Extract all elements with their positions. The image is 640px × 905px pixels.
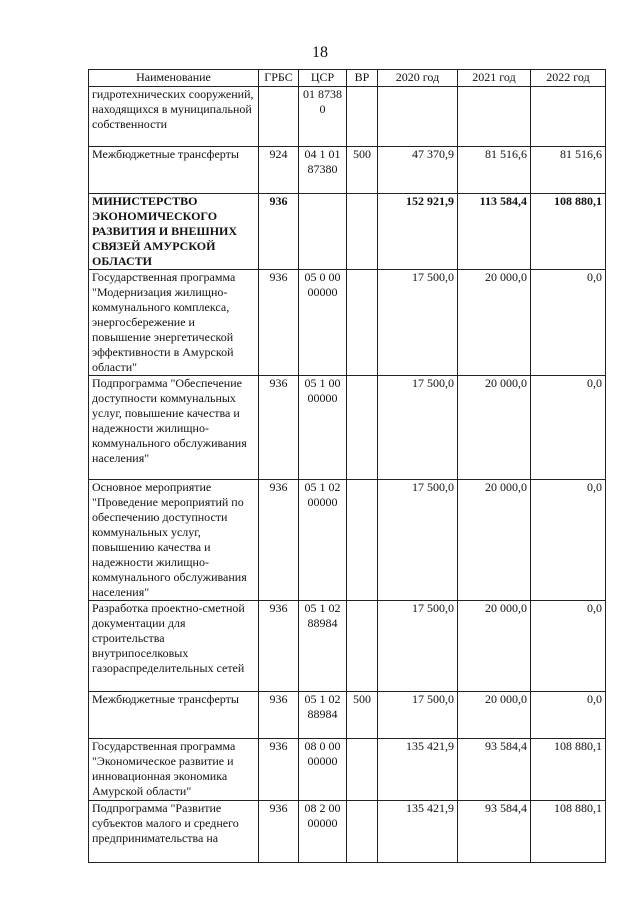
row-csr: 05 1 02 00000 <box>299 480 347 601</box>
row-2021 <box>458 87 531 147</box>
row-2020: 17 500,0 <box>378 376 458 480</box>
row-csr: 05 1 00 00000 <box>299 376 347 480</box>
table-row <box>89 194 606 270</box>
row-2020: 135 421,9 <box>378 801 458 863</box>
row-name: гидротехнических сооружений, находящихся в муниципальной собственности <box>89 87 259 147</box>
row-name: Разработка проектно-сметной документации для строительства внутрипоселковых газораспределительных сетей <box>89 601 259 692</box>
row-vr <box>347 194 378 270</box>
row-name: Подпрограмма "Развитие субъектов малого и среднего предпринимательства на <box>89 801 259 863</box>
table-row <box>89 87 606 147</box>
row-2021: 93 584,4 <box>458 801 531 863</box>
row-grbs: 924 <box>259 147 299 194</box>
row-2022: 108 880,1 <box>531 739 606 801</box>
row-name: Основное мероприятие "Проведение мероприятий по обеспечению доступности коммунальных услуг, повышению качества и надежности жилищно-коммунального обслуживания населения" <box>89 480 259 601</box>
row-vr: 500 <box>347 147 378 194</box>
row-2020 <box>378 87 458 147</box>
row-name: Межбюджетные трансферты <box>89 147 259 194</box>
row-2020: 17 500,0 <box>378 692 458 739</box>
row-vr: 500 <box>347 692 378 739</box>
row-csr <box>299 194 347 270</box>
row-2020: 47 370,9 <box>378 147 458 194</box>
col-header-2020: 2020 год <box>378 70 458 87</box>
row-vr <box>347 87 378 147</box>
row-2022: 0,0 <box>531 376 606 480</box>
row-2022: 81 516,6 <box>531 147 606 194</box>
row-2021: 20 000,0 <box>458 692 531 739</box>
row-2020: 152 921,9 <box>378 194 458 270</box>
row-grbs: 936 <box>259 801 299 863</box>
row-csr: 01 87380 <box>299 87 347 147</box>
row-vr <box>347 376 378 480</box>
row-2022: 0,0 <box>531 692 606 739</box>
row-vr <box>347 601 378 692</box>
row-2022: 108 880,1 <box>531 801 606 863</box>
row-name: Государственная программа "Модернизация жилищно-коммунального комплекса, энергосбережение и повышение энергетической эффективности в Амурской области" <box>89 270 259 376</box>
table-row <box>89 739 606 801</box>
row-csr: 05 1 02 88984 <box>299 601 347 692</box>
row-2021: 113 584,4 <box>458 194 531 270</box>
row-name: Государственная программа "Экономическое развитие и инновационная экономика Амурской области" <box>89 739 259 801</box>
row-2021: 20 000,0 <box>458 270 531 376</box>
row-grbs: 936 <box>259 692 299 739</box>
row-vr <box>347 480 378 601</box>
row-csr: 05 1 02 88984 <box>299 692 347 739</box>
row-2020: 17 500,0 <box>378 480 458 601</box>
row-2022: 0,0 <box>531 480 606 601</box>
row-2020: 17 500,0 <box>378 601 458 692</box>
row-2021: 20 000,0 <box>458 601 531 692</box>
row-csr: 08 2 00 00000 <box>299 801 347 863</box>
row-2022 <box>531 87 606 147</box>
row-vr <box>347 739 378 801</box>
row-grbs: 936 <box>259 270 299 376</box>
row-grbs <box>259 87 299 147</box>
row-2021: 20 000,0 <box>458 376 531 480</box>
row-csr: 04 1 01 87380 <box>299 147 347 194</box>
table-row <box>89 147 606 194</box>
col-header-2021: 2021 год <box>458 70 531 87</box>
row-2021: 93 584,4 <box>458 739 531 801</box>
table-row <box>89 801 606 863</box>
row-vr <box>347 270 378 376</box>
row-2022: 0,0 <box>531 270 606 376</box>
row-csr: 05 0 00 00000 <box>299 270 347 376</box>
row-grbs: 936 <box>259 739 299 801</box>
row-2022: 108 880,1 <box>531 194 606 270</box>
row-name: МИНИСТЕРСТВО ЭКОНОМИЧЕСКОГО РАЗВИТИЯ И ВНЕШНИХ СВЯЗЕЙ АМУРСКОЙ ОБЛАСТИ <box>89 194 259 270</box>
row-grbs: 936 <box>259 376 299 480</box>
budget-table <box>88 69 606 863</box>
col-header-name: Наименование <box>89 70 259 87</box>
col-header-vr: ВР <box>347 70 378 87</box>
row-vr <box>347 801 378 863</box>
row-name: Межбюджетные трансферты <box>89 692 259 739</box>
row-grbs: 936 <box>259 194 299 270</box>
table-row <box>89 480 606 601</box>
row-2022: 0,0 <box>531 601 606 692</box>
row-2020: 17 500,0 <box>378 270 458 376</box>
col-header-grbs: ГРБС <box>259 70 299 87</box>
page-number: 18 <box>312 44 328 61</box>
table-row <box>89 376 606 480</box>
row-name: Подпрограмма "Обеспечение доступности коммунальных услуг, повышение качества и надежности жилищно-коммунального обслуживания населения" <box>89 376 259 480</box>
row-grbs: 936 <box>259 601 299 692</box>
col-header-2022: 2022 год <box>531 70 606 87</box>
row-2020: 135 421,9 <box>378 739 458 801</box>
row-2021: 20 000,0 <box>458 480 531 601</box>
row-csr: 08 0 00 00000 <box>299 739 347 801</box>
table-header-row <box>89 70 606 87</box>
table-row <box>89 692 606 739</box>
table-row <box>89 270 606 376</box>
row-2021: 81 516,6 <box>458 147 531 194</box>
col-header-csr: ЦСР <box>299 70 347 87</box>
table-row <box>89 601 606 692</box>
row-grbs: 936 <box>259 480 299 601</box>
